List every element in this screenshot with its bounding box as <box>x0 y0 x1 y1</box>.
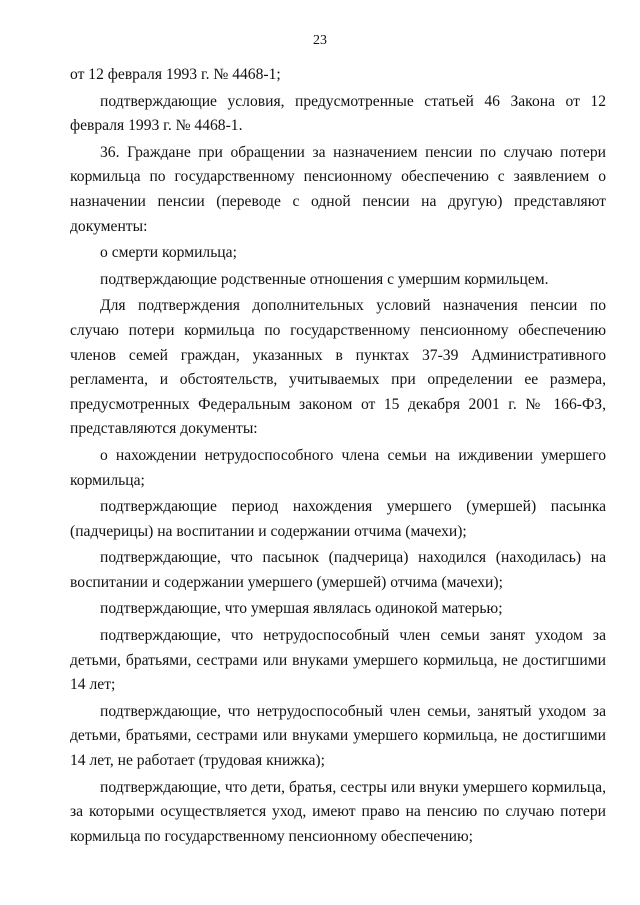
paragraph-13: подтверждающие, что дети, братья, сестры или внуки умершего кормильца, за которыми осуществляется уход, имеют право на пенсию по случаю потери кормильца по государственному пенсионному обеспечению; <box>70 778 606 845</box>
paragraph-3: 36. Граждане при обращении за назначением пенсии по случаю потери кормильца по государственному пенсионному обеспечению с заявлением о назначении пенсии (переводе с одной пенсии на другую) представляют документы: <box>70 143 606 235</box>
paragraph-1: от 12 февраля 1993 г. № 4468-1; <box>70 66 281 83</box>
paragraph-12: подтверждающие, что нетрудоспособный член семьи, занятый уходом за детьми, братьями, сестрами или внуками умершего кормильца, не достигшими 14 лет, не работает (трудовая книжка); <box>70 702 606 770</box>
page-number: 23 <box>313 33 327 48</box>
paragraph-9: подтверждающие, что пасынок (падчерица) находился (находилась) на воспитании и содержании умершего (умершей) отчима (мачехи); <box>70 549 606 591</box>
paragraph-11: подтверждающие, что нетрудоспособный член семьи занят уходом за детьми, братьями, сестрами или внуками умершего кормильца, не достигшими 14 лет; <box>70 627 606 694</box>
paragraph-5: подтверждающие родственные отношения с умершим кормильцем. <box>100 270 549 288</box>
paragraph-2: подтверждающие условия, предусмотренные статьей 46 Закона от 12 февраля 1993 г. № 4468-1. <box>70 92 606 135</box>
paragraph-7: о нахождении нетрудоспособного члена семьи на иждивении умершего кормильца; <box>70 446 606 489</box>
paragraph-10: подтверждающие, что умершая являлась одинокой матерью; <box>100 600 503 618</box>
paragraph-8: подтверждающие период нахождения умершего (умершей) пасынка (падчерицы) на воспитании и содержании отчима (мачехи); <box>70 498 606 540</box>
document-body <box>70 63 606 849</box>
paragraph-4: о смерти кормильца; <box>100 244 237 262</box>
paragraph-6: Для подтверждения дополнительных условий назначения пенсии по случаю потери кормильца по государственному пенсионному обеспечению членов семей граждан, указанных в пунктах 37-39 Административного регламента, и обстоятельств, учитываемых при определении ее размера, предусмотренных Федеральным законом от 15 декабря 2001 г. № 166-ФЗ, представляются документы: <box>70 297 606 438</box>
